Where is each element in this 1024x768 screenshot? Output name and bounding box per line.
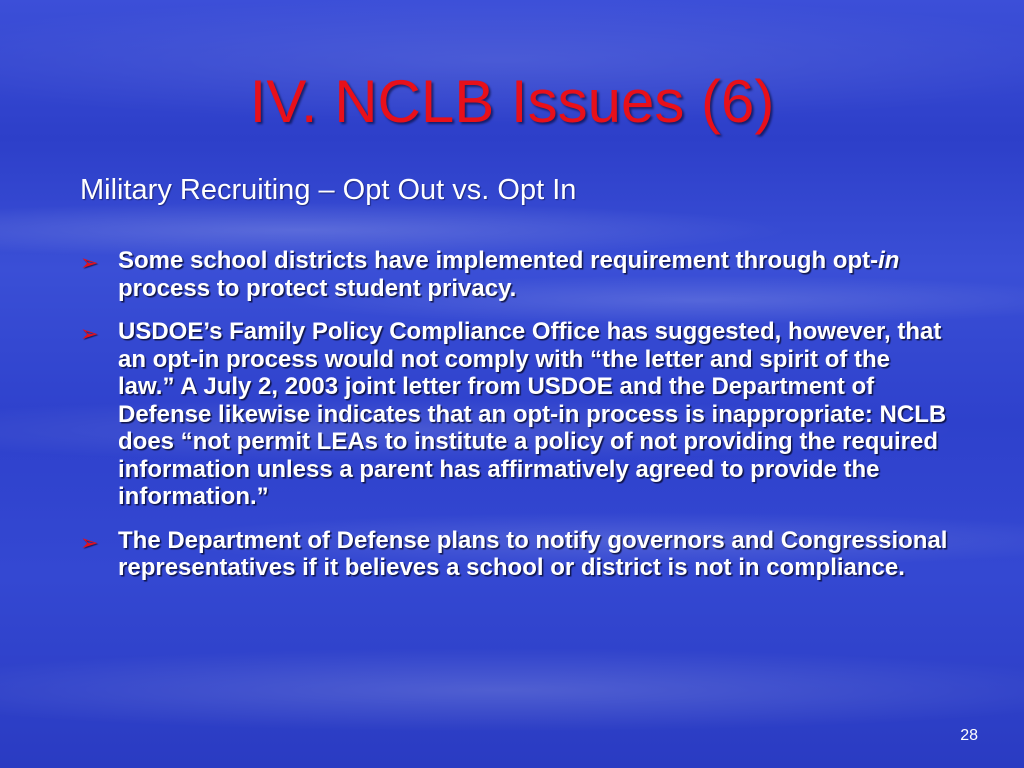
bullet-text-part: process to protect student privacy. — [118, 274, 517, 302]
bullet-item — [80, 247, 950, 302]
bullet-item — [80, 318, 950, 511]
arrow-bullet-icon: ➢ — [80, 250, 99, 275]
bullet-text-italic: in — [878, 247, 900, 274]
bullet-item — [80, 527, 950, 582]
bullet-text: The Department of Defense plans to notify governors and Congressional representatives if it believes a school or district is not in compliance. — [118, 526, 948, 581]
slide-title: IV. NCLB Issues (6) — [249, 68, 775, 135]
arrow-bullet-icon: ➢ — [80, 321, 99, 346]
arrow-bullet-icon: ➢ — [80, 529, 99, 555]
bullet-text — [118, 247, 899, 302]
bullet-text-part: Some school districts have implemented requirement through opt- — [118, 247, 879, 274]
bullet-list — [80, 247, 950, 598]
page-number: 28 — [960, 727, 978, 744]
slide-subtitle: Military Recruiting – Opt Out vs. Opt In — [80, 174, 577, 206]
bullet-text: USDOE’s Family Policy Compliance Office has suggested, however, that an opt-in process would not comply with “the letter and spirit of the law.” A July 2, 2003 joint letter from USDOE and the Department of Defense likewise indicates that an opt-in process is inappropriate: NCLB does “not permit LEAs to institute a policy of not providing the required information unless a parent has affirmatively agreed to provide the information.” — [118, 318, 947, 510]
